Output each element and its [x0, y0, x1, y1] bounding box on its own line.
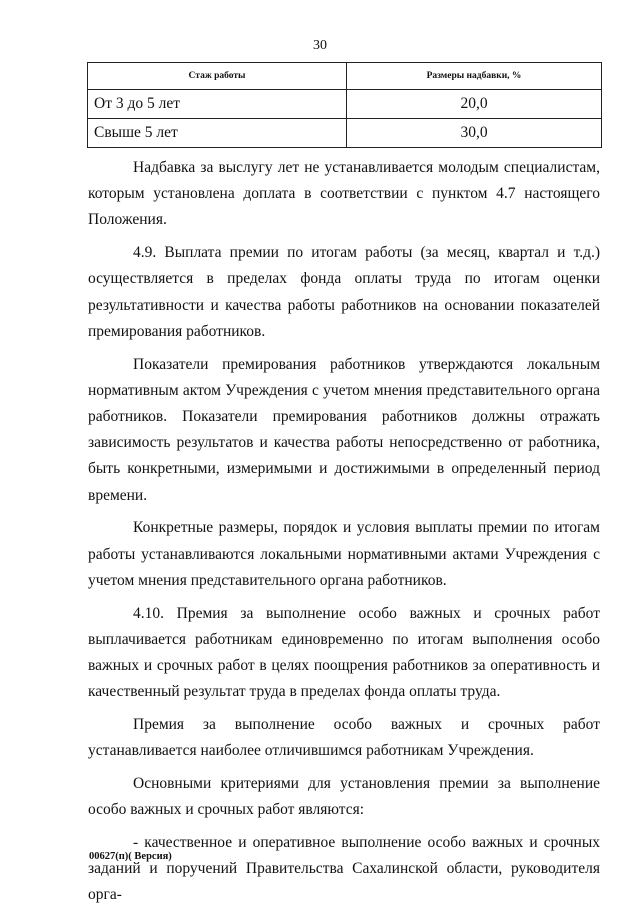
table-row [88, 90, 602, 119]
table-cell-bonus: 20,0 [347, 90, 602, 119]
paragraph-4-10: 4.10. Премия за выполнение особо важных и срочных работ выплачивается работникам единовременно по итогам выполнения особо важных и срочных работ в целях поощрения работников за оперативность и качественный результат труда в пределах фонда оплаты труда. [88, 604, 600, 701]
document-body [88, 155, 600, 915]
table-header-row [88, 63, 602, 90]
table-header-experience: Стаж работы [88, 63, 347, 90]
paragraph-bonus-indicators: Показатели премирования работников утверждаются локальным нормативным актом Учреждения с учетом мнения представительного органа работников. Показатели премирования работников должны отражать зависимость результатов и качества работы непосредственно от работника, быть конкретными, измеримыми и достижимыми в определенный период времени. [88, 355, 600, 504]
paragraph-criterion-item: - качественное и оперативное выполнение особо важных и срочных заданий и поручений Правительства Сахалинской области, руководителя орга- [88, 834, 600, 904]
paragraph-bonus-conditions: Конкретные размеры, порядок и условия выплаты премии по итогам работы устанавливаются локальными нормативными актами Учреждения с учетом мнения представительного органа работников. [88, 519, 600, 589]
paragraph-urgent-bonus-recipients: Премия за выполнение особо важных и срочных работ устанавливается наиболее отличившимся работникам Учреждения. [88, 716, 600, 760]
table-cell-experience: От 3 до 5 лет [88, 90, 347, 119]
table-cell-bonus: 30,0 [347, 119, 602, 148]
paragraph-4-9: 4.9. Выплата премии по итогам работы (за месяц, квартал и т.д.) осуществляется в пределах фонда оплаты труда по итогам оценки результативности и качества работы работников на основании показателей премирования работников. [88, 244, 600, 340]
bonus-table [87, 62, 602, 148]
table-row [88, 119, 602, 148]
paragraph-criteria-intro: Основными критериями для установления премии за выполнение особо важных и срочных работ являются: [88, 775, 600, 819]
table-cell-experience: Свыше 5 лет [88, 119, 347, 148]
paragraph-seniority-note: Надбавка за выслугу лет не устанавливается молодым специалистам, которым установлена доплата в соответствии с пунктом 4.7 настоящего Положения. [88, 159, 600, 229]
page-number: 30 [313, 38, 327, 53]
table-header-bonus-size: Размеры надбавки, % [347, 63, 602, 90]
footer-document-code: 00627(п)( Версия) [89, 851, 172, 862]
